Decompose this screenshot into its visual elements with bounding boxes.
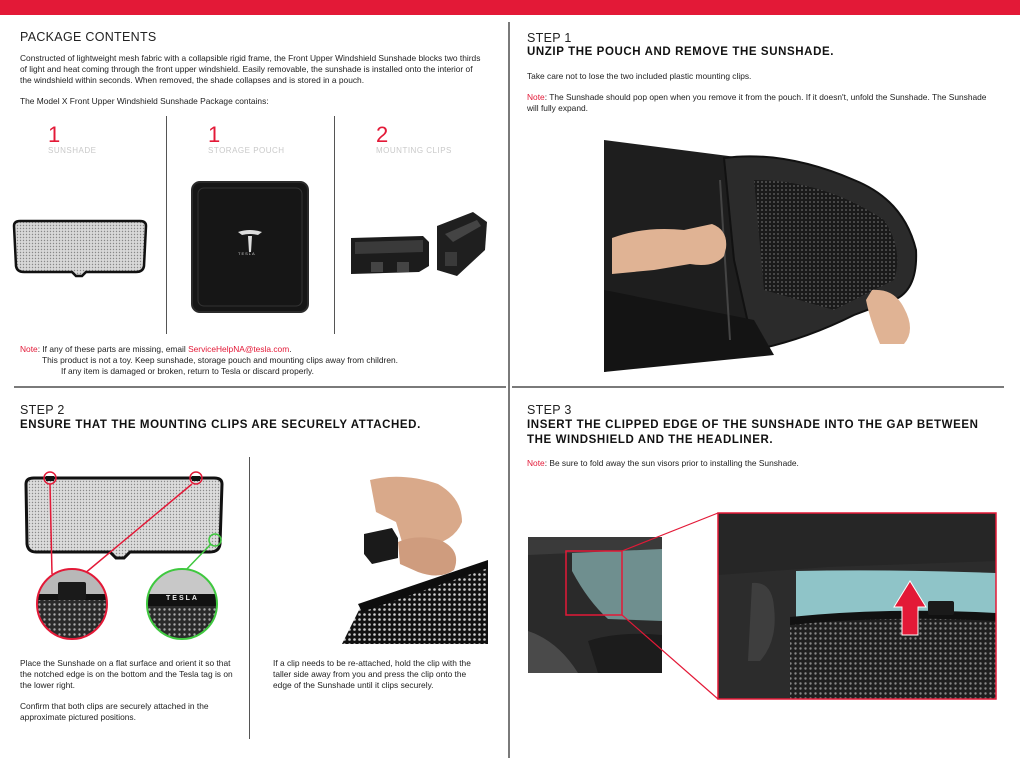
- package-note-line2: This product is not a toy. Keep sunshade, storage pouch and mounting clips away from children.: [42, 355, 398, 365]
- item-count: 1: [208, 122, 221, 147]
- pouch-brand: TESLA: [238, 251, 256, 256]
- package-note-line1: [20, 344, 292, 355]
- package-contains: The Model X Front Upper Windshield Sunshade Package contains:: [20, 96, 269, 106]
- sunshade-image: [10, 218, 150, 280]
- storage-pouch-image: [190, 180, 310, 314]
- step2-text-right: If a clip needs to be re-attached, hold the clip with the taller side away from you and press the clip onto the edge of the Sunshade until it clips securely.: [273, 658, 471, 690]
- step1-note: [527, 92, 987, 114]
- note-text: : Be sure to fold away the sun visors prior to installing the Sunshade.: [544, 458, 799, 468]
- tesla-tag-label: TESLA: [166, 595, 199, 602]
- item-clips: [376, 124, 452, 155]
- note-text: : If any of these parts are missing, email: [37, 344, 189, 354]
- item-count: 2: [376, 122, 389, 147]
- step2-text-left-1: Place the Sunshade on a flat surface and orient it so that the notched edge is on the bottom and the Tesla tag is on the lower right.: [20, 658, 233, 690]
- step1-heading: STEP 1: [527, 31, 572, 45]
- support-email-link[interactable]: ServiceHelpNA@tesla.com: [188, 344, 290, 354]
- step2-clip-attach-photo: [342, 472, 488, 644]
- step3-note: [527, 458, 799, 469]
- item-divider-1: [166, 116, 167, 334]
- step2-inner-divider: [249, 457, 250, 739]
- right-row-divider: [512, 386, 1004, 388]
- step2-title: ENSURE THAT THE MOUNTING CLIPS ARE SECURELY ATTACHED.: [20, 419, 421, 431]
- item-divider-2: [334, 116, 335, 334]
- item-sunshade: [48, 124, 96, 155]
- item-count: 1: [48, 122, 61, 147]
- step3-title: INSERT THE CLIPPED EDGE OF THE SUNSHADE INTO THE GAP BETWEEN THE WINDSHIELD AND THE HEADLINER.: [527, 419, 979, 446]
- note-label: Note: [527, 92, 545, 102]
- step2-text-left-2: Confirm that both clips are securely attached in the approximate pictured positions.: [20, 701, 209, 722]
- note-text: : The Sunshade should pop open when you remove it from the pouch. If it doesn't, unfold the Sunshade. The Sunshade will fully expand.: [527, 92, 987, 113]
- step3-install-photos: [528, 511, 998, 701]
- step1-text: Take care not to lose the two included plastic mounting clips.: [527, 71, 752, 81]
- mounting-clips-image: [345, 208, 490, 288]
- top-accent-bar: [0, 0, 1020, 15]
- step3-heading: STEP 3: [527, 403, 572, 417]
- package-heading: PACKAGE CONTENTS: [20, 30, 157, 44]
- step1-unzip-photo: [604, 140, 918, 372]
- item-pouch: [208, 124, 285, 155]
- step2-orientation-diagram: [22, 462, 232, 642]
- note-label: Note: [527, 458, 545, 468]
- package-note-line3: If any item is damaged or broken, return to Tesla or discard properly.: [61, 366, 314, 376]
- package-intro: Constructed of lightweight mesh fabric with a collapsible rigid frame, the Front Upper Windshield Sunshade blocks two thirds of light and heat coming through the front upper windshield. Easily removable, the sunshade is installed onto the interior of the windshield within seconds. When removed, the shade collapses and is stored in a pouch.: [20, 53, 481, 85]
- left-row-divider: [14, 386, 506, 388]
- step1-title: UNZIP THE POUCH AND REMOVE THE SUNSHADE.: [527, 46, 835, 58]
- note-end: .: [289, 344, 292, 354]
- step2-heading: STEP 2: [20, 403, 65, 417]
- center-divider: [508, 22, 510, 758]
- note-label: Note: [20, 344, 38, 354]
- item-label: STORAGE POUCH: [208, 146, 285, 155]
- item-label: SUNSHADE: [48, 146, 97, 155]
- item-label: MOUNTING CLIPS: [376, 146, 452, 155]
